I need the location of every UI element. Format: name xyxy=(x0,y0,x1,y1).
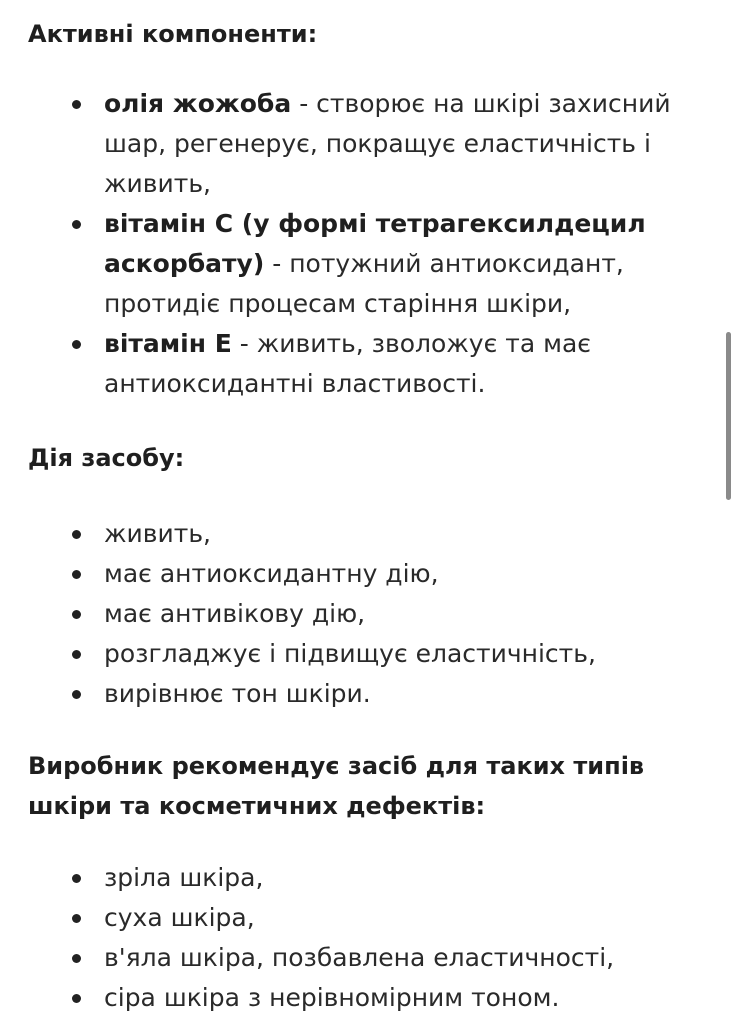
list-item-text: розгладжує і підвищує еластичність, xyxy=(104,639,596,668)
bullet-icon xyxy=(72,100,81,109)
bullet-icon xyxy=(72,650,81,659)
component-name: вітамін Е xyxy=(104,329,232,358)
bullet-icon xyxy=(72,994,81,1003)
bullet-icon xyxy=(72,530,81,539)
list-item xyxy=(28,514,708,554)
product-action-heading: Дія засобу: xyxy=(28,444,185,472)
bullet-icon xyxy=(72,874,81,883)
bullet-icon xyxy=(72,690,81,699)
list-item-text: сіра шкіра з нерівномірним тоном. xyxy=(104,983,560,1012)
list-item-text: суха шкіра, xyxy=(104,903,255,932)
list-item xyxy=(28,978,708,1018)
component-description: - потужний антиоксидант, протидіє процесам старіння шкіри, xyxy=(104,249,624,318)
bullet-icon xyxy=(72,610,81,619)
list-item xyxy=(28,858,708,898)
bullet-icon xyxy=(72,340,81,349)
list-item-text: зріла шкіра, xyxy=(104,863,264,892)
active-component-item xyxy=(28,324,708,404)
skin-types-list xyxy=(28,858,708,1018)
active-components-list xyxy=(28,84,708,404)
component-description: - живить, зволожує та має антиоксидантні властивості. xyxy=(104,329,591,398)
manufacturer-recommendation-heading: Виробник рекомендує засіб для таких типів шкіри та косметичних дефектів: xyxy=(28,752,645,820)
document-content xyxy=(28,14,708,1018)
product-action-list xyxy=(28,514,708,714)
scrollbar[interactable] xyxy=(726,332,731,500)
active-components-heading: Активні компоненти: xyxy=(28,20,318,48)
list-item-text: в'яла шкіра, позбавлена еластичності, xyxy=(104,943,615,972)
bullet-icon xyxy=(72,954,81,963)
list-item xyxy=(28,634,708,674)
list-item xyxy=(28,938,708,978)
bullet-icon xyxy=(72,570,81,579)
bullet-icon xyxy=(72,220,81,229)
component-description: - створює на шкірі захисний шар, регенерує, покращує еластичність і живить, xyxy=(104,89,671,198)
list-item-text: вирівнює тон шкіри. xyxy=(104,679,371,708)
active-component-item xyxy=(28,84,708,204)
list-item-text: живить, xyxy=(104,519,211,548)
component-name: олія жожоба xyxy=(104,89,292,118)
list-item xyxy=(28,554,708,594)
list-item xyxy=(28,898,708,938)
active-component-item xyxy=(28,204,708,324)
list-item-text: має антиоксидантну дію, xyxy=(104,559,439,588)
list-item xyxy=(28,674,708,714)
component-name: вітамін С (у формі тетрагексилдецил аскорбату) xyxy=(104,209,646,278)
list-item-text: має антивікову дію, xyxy=(104,599,366,628)
bullet-icon xyxy=(72,914,81,923)
list-item xyxy=(28,594,708,634)
